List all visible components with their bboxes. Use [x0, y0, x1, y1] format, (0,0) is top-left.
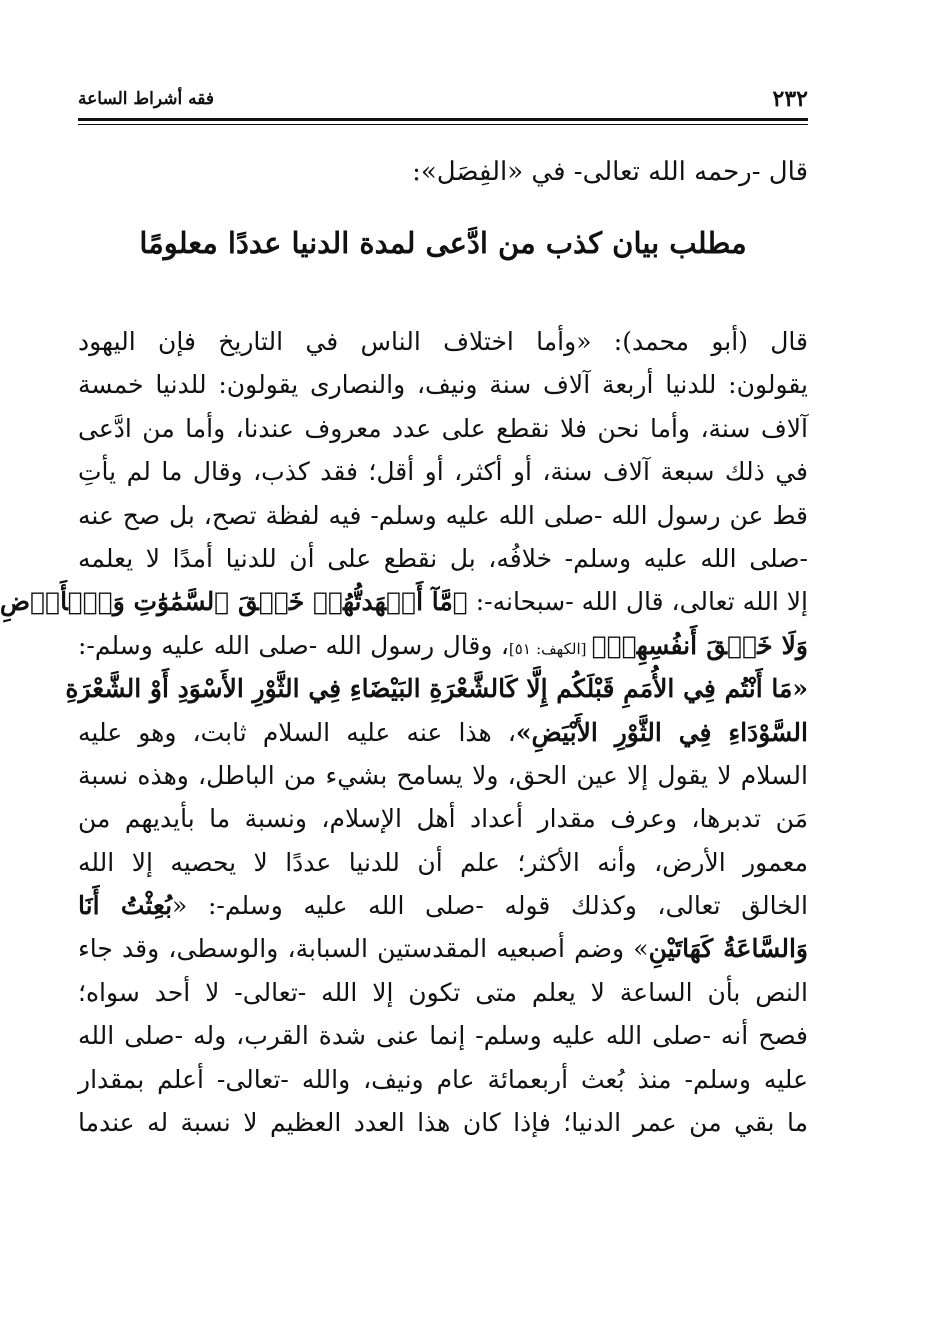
intro-line: قال -رحمه الله تعالى- في «الفِصَل»:	[412, 157, 808, 187]
text-line	[78, 841, 808, 884]
hadith-text: «مَا أَنْتُم فِي الأُمَمِ قَبْلَكُم إِلَّا كَالشَّعْرَةِ البَيْضَاءِ فِي الثَّوْرِ الأَسْوَدِ أَوْ الشَّعْرَةِ	[65, 674, 808, 704]
body-text-segment: ، وقال رسول الله -صلى الله عليه وسلم-:	[78, 630, 509, 660]
running-header	[78, 82, 808, 116]
quran-verse: ﴿مَّآ أَشۡهَدتُّهُمۡ خَلۡقَ ٱلسَّمَٰوَٰتِ وَٱلۡأَرۡضِ	[0, 587, 468, 617]
verse-citation: [الكهف: ٥١]	[508, 639, 592, 658]
body-text-segment: معمور الأرض، وأنه الأكثر؛ علم أن للدنيا عددًا لا يحصيه إلا الله	[78, 847, 808, 877]
text-line	[78, 363, 808, 406]
body-text-segment: -صلى الله عليه وسلم- خلافُه، بل نقطع على أن للدنيا أمدًا لا يعلمه	[78, 543, 808, 573]
hadith-text: السَّوْدَاءِ فِي الثَّوْرِ الأَبْيَضِ»	[515, 717, 808, 747]
body-text-segment: مَن تدبرها، وعرف مقدار أعداد أهل الإسلام، ونسبة ما بأيديهم من	[78, 804, 808, 834]
text-line	[78, 797, 808, 840]
text-line	[78, 971, 808, 1014]
body-text-segment: قال (أبو محمد): «وأما اختلاف الناس في التاريخ فإن اليهود	[78, 327, 808, 356]
hadith-text: وَالسَّاعَةُ كَهَاتَيْنِ	[648, 934, 809, 964]
body-text-segment: السلام لا يقول إلا عين الحق، ولا يسامح بشيء من الباطل، وهذه نسبة	[78, 760, 808, 790]
body-text-segment: آلاف سنة، وأما نحن فلا نقطع على عدد معروف عندنا، وأما من ادَّعى	[78, 413, 808, 443]
text-line	[78, 884, 808, 927]
book-title: فقه أشراط الساعة	[78, 89, 214, 109]
text-line	[78, 624, 808, 667]
body-text-segment: عليه وسلم- منذ بُعث أربعمائة عام ونيف، والله -تعالى- أعلم بمقدار	[78, 1064, 808, 1094]
body-text-segment: قط عن رسول الله -صلى الله عليه وسلم- فيه لفظة تصح، بل صح عنه	[78, 500, 808, 530]
text-line	[78, 320, 808, 363]
text-line	[78, 711, 808, 754]
body-text-segment: إلا الله تعالى، قال الله -سبحانه-:	[467, 587, 808, 617]
body-text-segment: في ذلك سبعة آلاف سنة، أو أكثر، أو أقل؛ فقد كذب، وقال ما لم يأتِ	[78, 457, 808, 487]
body-text-segment: يقولون: للدنيا أربعة آلاف سنة ونيف، والنصارى يقولون: للدنيا خمسة	[78, 370, 808, 400]
body-text-segment: ما بقي من عمر الدنيا؛ فإذا كان هذا العدد العظيم لا نسبة له عندما	[78, 1108, 808, 1138]
text-line	[0, 580, 808, 623]
header-rule-thick	[78, 118, 808, 121]
text-line	[78, 754, 808, 797]
body-text	[0, 320, 809, 1144]
text-line	[78, 450, 808, 493]
text-line	[78, 1101, 808, 1144]
body-text-segment: فصح أنه -صلى الله عليه وسلم- إنما عنى شدة القرب، وله -صلى الله	[78, 1021, 808, 1051]
text-line	[78, 927, 808, 970]
body-text-segment: » وضم أصبعيه المقدستين السبابة، والوسطى، وقد جاء	[78, 934, 649, 964]
text-line	[65, 667, 808, 710]
text-line	[78, 407, 808, 450]
section-heading: مطلب بيان كذب من ادَّعى لمدة الدنيا عددًا معلومًا	[139, 226, 747, 260]
text-line	[78, 494, 808, 537]
body-text-segment: ، هذا عنه عليه السلام ثابت، وهو عليه	[78, 717, 516, 747]
body-text-segment: النص بأن الساعة لا يعلم متى تكون إلا الله -تعالى- لا أحد سواه؛	[78, 977, 808, 1007]
text-line	[78, 537, 808, 580]
hadith-text: بُعِثْتُ أَنَا	[78, 891, 173, 921]
body-text-segment: الخالق تعالى، وكذلك قوله -صلى الله عليه وسلم-: «	[172, 891, 808, 921]
text-line	[78, 1014, 808, 1057]
text-line	[78, 1058, 808, 1101]
page-number: ٢٣٢	[772, 86, 808, 112]
header-rule-thin	[78, 124, 808, 125]
quran-verse: وَلَا خَلۡقَ أَنفُسِهِمۡ﴾	[591, 630, 808, 660]
